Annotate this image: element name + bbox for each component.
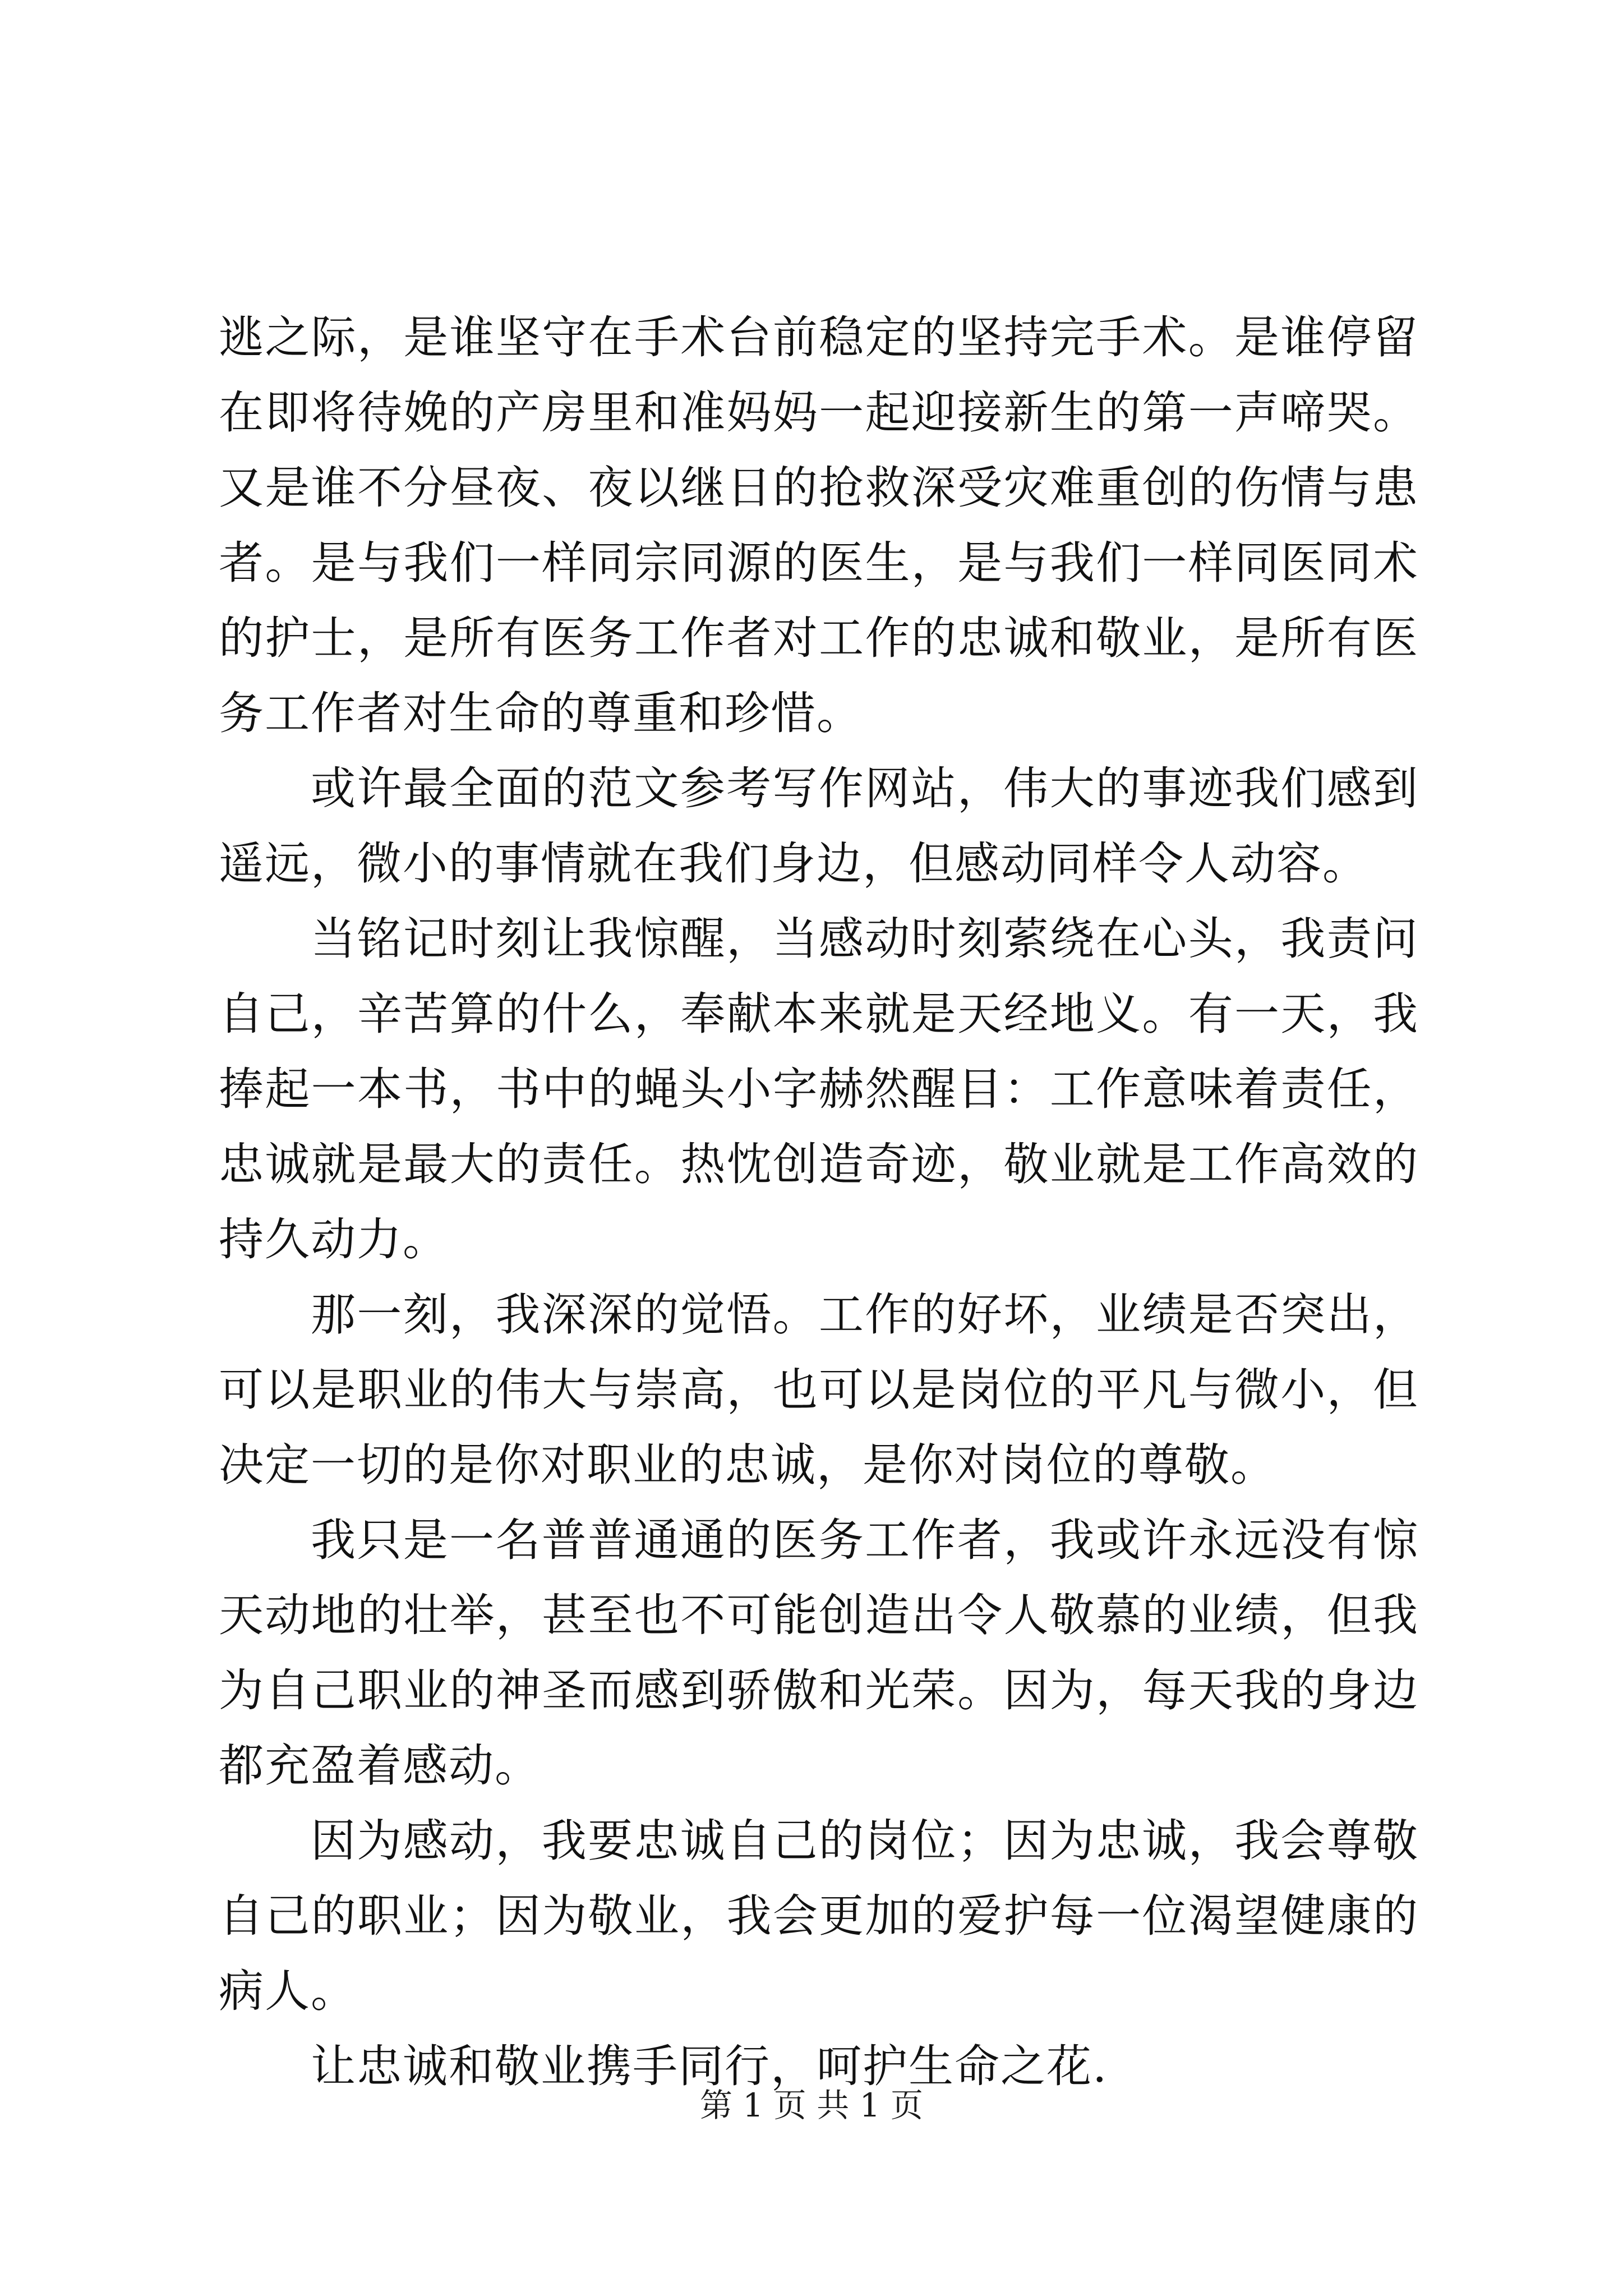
paragraph-6: 因为感动，我要忠诚自己的岗位；因为忠诚，我会尊敬自己的职业；因为敬业，我会更加的爱护每一位渴望健康的病人。 xyxy=(219,1815,1419,2017)
document-body xyxy=(219,300,1419,2104)
paragraph-2: 或许最全面的范文参考写作网站，伟大的事迹我们感到遥远，微小的事情就在我们身边，但感动同样令人动容。 xyxy=(219,762,1419,890)
paragraph-4: 那一刻，我深深的觉悟。工作的好坏，业绩是否突出，可以是职业的伟大与崇高，也可以是岗位的平凡与微小，但决定一切的是你对职业的忠诚，是你对岗位的尊敬。 xyxy=(219,1289,1419,1491)
paragraph-7: 让忠诚和敬业携手同行，呵护生命之花. xyxy=(311,2040,1108,2092)
paragraph-5: 我只是一名普普通通的医务工作者，我或许永远没有惊天动地的壮举，甚至也不可能创造出令人敬慕的业绩，但我为自己职业的神圣而感到骄傲和光荣。因为，每天我的身边都充盈着感动。 xyxy=(219,1514,1419,1792)
paragraph-continued: 逃之际，是谁坚守在手术台前稳定的坚持完手术。是谁停留在即将待娩的产房里和准妈妈一起迎接新生的第一声啼哭。又是谁不分昼夜、夜以继日的抢救深受灾难重创的伤情与患者。是与我们一样同宗同源的医生，是与我们一样同医同术的护士，是所有医务工作者对工作的忠诚和敬业，是所有医务工作者对生命的尊重和珍惜。 xyxy=(219,311,1419,739)
page-number-footer: 第 1 页 共 1 页 xyxy=(700,2086,923,2124)
paragraph-3: 当铭记时刻让我惊醒，当感动时刻萦绕在心头，我责问自己，辛苦算的什么，奉献本来就是天经地义。有一天，我捧起一本书，书中的蝇头小字赫然醒目：工作意味着责任，忠诚就是最大的责任。热忱创造奇迹，敬业就是工作高效的持久动力。 xyxy=(219,913,1419,1266)
